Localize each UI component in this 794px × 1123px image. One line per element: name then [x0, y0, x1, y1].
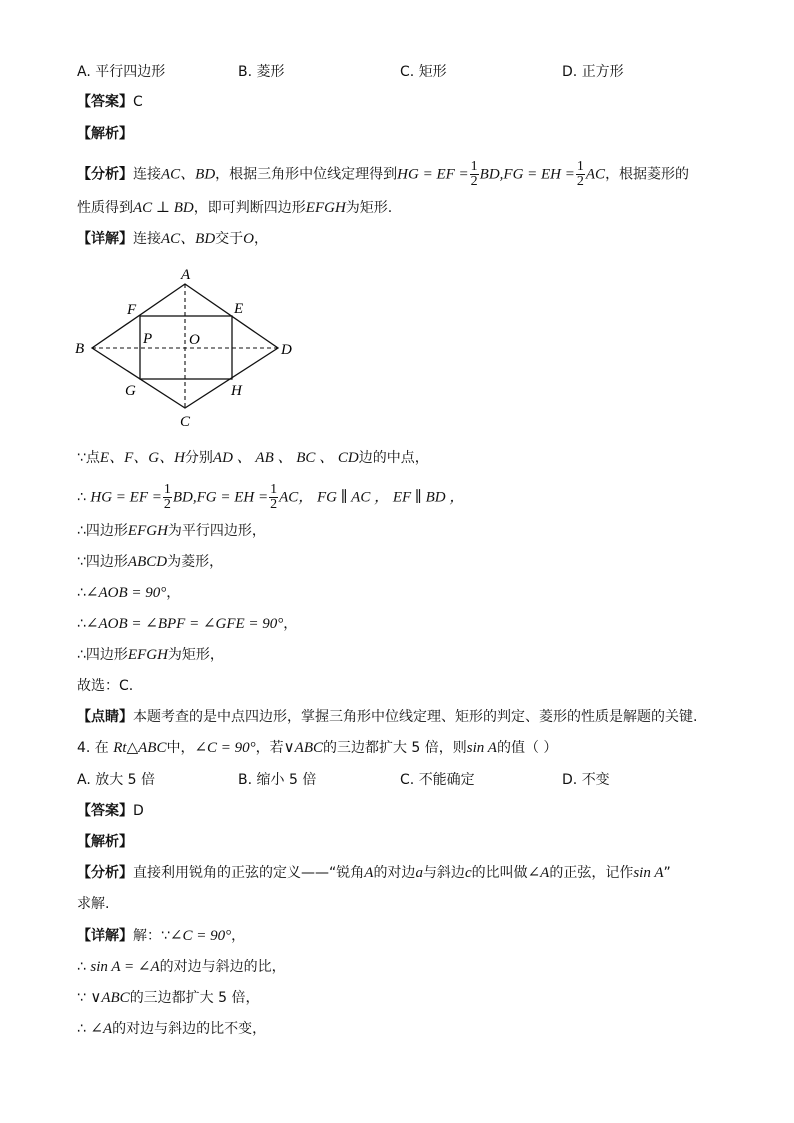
- label-p: P: [143, 331, 153, 347]
- q3-step-1: ∵点E、F、G、H分别AD 、 AB 、 BC 、 CD边的中点，: [77, 450, 429, 466]
- q3-answer: 【答案】C: [77, 94, 143, 110]
- q3-step-7: ∴四边形EFGH为矩形，: [77, 647, 224, 663]
- label-d: D: [281, 342, 292, 358]
- q4-option-c: C. 不能确定: [400, 772, 475, 788]
- q4-analysis-line1: 【分析】直接利用锐角的正弦的定义——“锐角A的对边a与斜边c的比叫做∠A的正弦，记作sin A”: [77, 865, 671, 881]
- label-c: C: [180, 414, 191, 430]
- q3-step-4: ∵四边形ABCD为菱形，: [77, 554, 224, 570]
- label-b: B: [75, 341, 85, 357]
- q4-jiexi: 【解析】: [77, 834, 133, 850]
- q3-option-b: B. 菱形: [238, 64, 285, 80]
- label-f: F: [127, 302, 137, 318]
- q3-detail: 【详解】连接AC、BD交于O，: [77, 231, 269, 247]
- label-a: A: [181, 267, 191, 283]
- q3-step-3: ∴四边形EFGH为平行四边形，: [77, 523, 266, 539]
- label-o: O: [189, 332, 200, 348]
- q3-option-c: C. 矩形: [400, 64, 447, 80]
- label-e: E: [234, 301, 244, 317]
- q4-step-2: ∵ ∨ABC的三边都扩大 5 倍，: [77, 990, 260, 1006]
- q4-option-d: D. 不变: [562, 772, 610, 788]
- q4-option-b: B. 缩小 5 倍: [238, 772, 317, 788]
- q3-step-6: ∴∠AOB = ∠BPF = ∠GFE = 90°，: [77, 616, 298, 632]
- q4-step-1: ∴ sin A = ∠A的对边与斜边的比，: [77, 959, 286, 975]
- q3-analysis-line1: 【分析】连接AC、BD，根据三角形中位线定理得到HG = EF = $\frac{1}{2}$ BD,FG = EH = $\frac{1}{2}$ AC，根据菱形的: [77, 159, 690, 189]
- q3-jiexi: 【解析】: [77, 126, 133, 142]
- q3-step-2: ∴ HG = EF = $\frac{1}{2}$ BD,FG = EH = $\frac{1}{2}$ AC， FG ∥ AC ， EF ∥ BD ，: [77, 482, 465, 512]
- q4-stem: 4. 在 Rt△ABC中，∠C = 90°，若∨ABC的三边都扩大 5 倍，则sin A的值（ ）: [77, 740, 558, 756]
- q4-answer: 【答案】D: [77, 803, 144, 819]
- q3-comment: 【点睛】本题考查的是中点四边形，掌握三角形中位线定理、矩形的判定、菱形的性质是解题的关键.: [77, 709, 698, 725]
- label-h: H: [231, 383, 242, 399]
- q4-step-3: ∴ ∠A的对边与斜边的比不变，: [77, 1021, 267, 1037]
- q3-step-8: 故选：C.: [77, 678, 134, 694]
- q4-option-a: A. 放大 5 倍: [77, 772, 156, 788]
- q3-option-a: A. 平行四边形: [77, 64, 166, 80]
- q3-step-5: ∴∠AOB = 90°，: [77, 585, 181, 601]
- q3-option-d: D. 正方形: [562, 64, 624, 80]
- q4-analysis-line2: 求解.: [77, 896, 110, 912]
- q3-analysis-line2: 性质得到AC ⊥ BD，即可判断四边形EFGH为矩形.: [77, 200, 393, 216]
- label-g: G: [125, 383, 136, 399]
- rhombus-figure: [70, 262, 310, 432]
- q4-detail: 【详解】解：∵∠C = 90°，: [77, 928, 246, 944]
